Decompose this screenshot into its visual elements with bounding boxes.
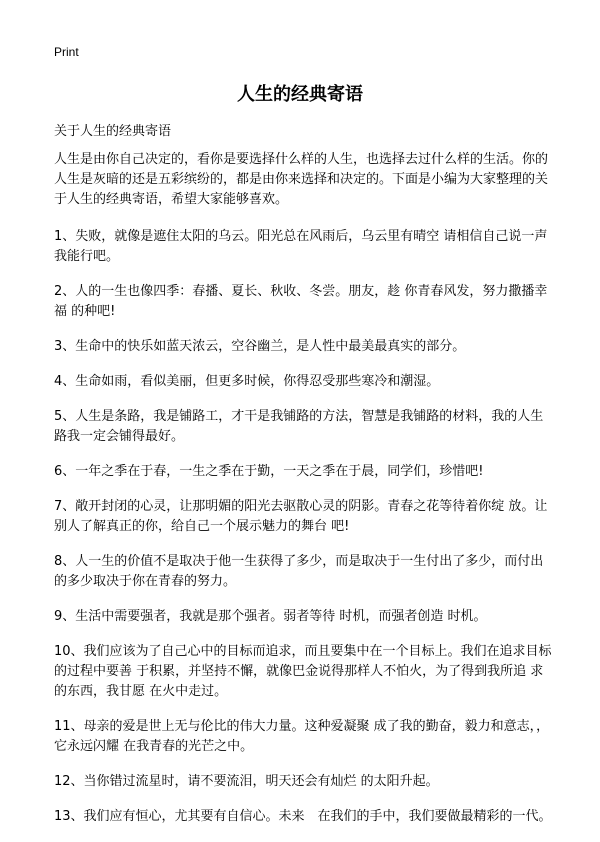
page-subtitle: 关于人生的经典寄语 — [54, 124, 172, 139]
list-item: 3、生命中的快乐如蓝天浓云，空谷幽兰，是人性中最美最真实的部分。 — [54, 339, 466, 354]
list-item: 8、人一生的价值不是取决于他一生获得了多少，而是取决于一生付出了多少，而付出的多少取决于你在青春的努力。 — [54, 554, 544, 589]
list-item: 7、敞开封闭的心灵，让那明媚的阳光去驱散心灵的阴影。青春之花等待着你绽 放。让别人了解真正的你，给自己一个展示魅力的舞台 吧! — [54, 499, 548, 534]
list-item: 6、一年之季在于春，一生之季在于勤，一天之季在于晨，同学们，珍惜吧! — [54, 464, 484, 479]
list-item: 12、当你错过流星时，请不要流泪，明天还会有灿烂 的太阳升起。 — [54, 774, 439, 789]
print-label: Print — [54, 45, 79, 59]
list-item: 9、生活中需要强者，我就是那个强者。弱者等待 时机，而强者创造 时机。 — [54, 609, 487, 624]
list-item: 1、失败，就像是遮住太阳的乌云。阳光总在风雨后，乌云里有晴空 请相信自己说一声我能行吧。 — [54, 229, 548, 264]
list-item: 4、生命如雨，看似美丽，但更多时候，你得忍受那些寒冷和潮湿。 — [54, 374, 440, 389]
list-item: 2、人的一生也像四季：春播、夏长、秋收、冬尝。朋友，趁 你青春风发，努力撒播幸福 的种吧! — [54, 284, 548, 319]
list-item: 11、母亲的爱是世上无与伦比的伟大力量。这种爱凝聚 成了我的勤奋，毅力和意志，，它永远闪耀 在我青春的光芒之中。 — [54, 719, 550, 754]
list-item: 13、我们应有恒心，尤其要有自信心。未来 在我们的手中，我们要做最精彩的一代。 — [54, 809, 552, 824]
document-body — [54, 150, 554, 842]
intro-paragraph: 人生是由你自己决定的，看你是要选择什么样的人生，也选择去过什么样的生活。你的人生是灰暗的还是五彩缤纷的，都是由你来选择和决定的。下面是小编为大家整理的关于人生的经典寄语，希望大家能够喜欢。 — [54, 152, 549, 207]
page-title: 人生的经典寄语 — [237, 84, 363, 105]
list-item: 10、我们应该为了自己心中的目标而追求，而且要集中在一个目标上。我们在追求目标的过程中要善 于积累，并坚持不懈，就像巴金说得那样人不怕火，为了得到我所追 求的东西，我甘愿 在火中走过。 — [54, 644, 552, 699]
list-item: 5、人生是条路，我是铺路工，才干是我铺路的方法，智慧是我铺路的材料，我的人生路我一定会铺得最好。 — [54, 409, 544, 444]
